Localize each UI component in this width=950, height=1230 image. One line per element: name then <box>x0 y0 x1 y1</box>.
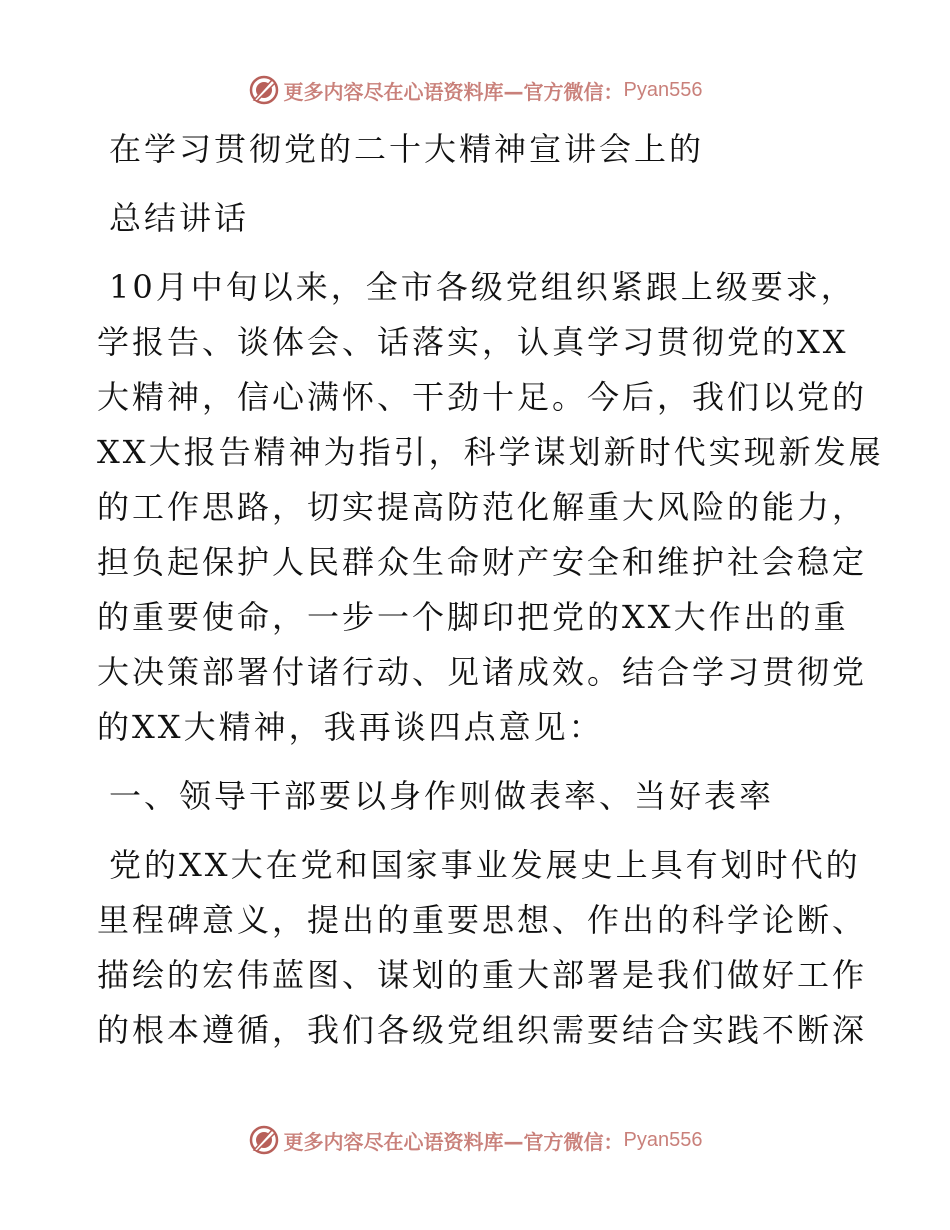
paragraph-1-line: 大决策部署付诸行动、见诸成效。结合学习贯彻党 <box>97 653 868 691</box>
section-1-heading: 一、领导干部要以身作则做表率、当好表率 <box>109 777 775 815</box>
document-title-line-2: 总结讲话 <box>109 199 250 237</box>
paragraph-1-line: XX大报告精神为指引，科学谋划新时代实现新发展 <box>97 433 884 471</box>
watermark-banner-bottom <box>0 1120 950 1160</box>
document-title-line-1: 在学习贯彻党的二十大精神宣讲会上的 <box>109 130 705 168</box>
watermark-id: Pyan556 <box>623 78 703 101</box>
paragraph-2-line: 描绘的宏伟蓝图、谋划的重大部署是我们做好工作 <box>97 956 868 994</box>
paragraph-1-line: 担负起保护人民群众生命财产安全和维护社会稳定 <box>97 543 868 581</box>
paragraph-2-line: 党的XX大在党和国家事业发展史上具有划时代的 <box>109 846 861 884</box>
paragraph-2 <box>97 838 877 1058</box>
watermark-id: Pyan556 <box>623 1128 703 1151</box>
paragraph-1-line: 学报告、谈体会、话落实，认真学习贯彻党的XX <box>97 323 849 361</box>
paragraph-1-line: 的重要使命，一步一个脚印把党的XX大作出的重 <box>97 598 849 636</box>
quill-badge-icon <box>248 1124 280 1156</box>
document-body <box>97 122 884 1058</box>
paragraph-1-line: 的工作思路，切实提高防范化解重大风险的能力， <box>97 488 868 526</box>
paragraph-2-line: 的根本遵循，我们各级党组织需要结合实践不断深 <box>97 1011 868 1049</box>
watermark-banner-top <box>0 70 950 110</box>
paragraph-1-line: 的XX大精神，我再谈四点意见： <box>97 708 604 746</box>
watermark-text: 更多内容尽在心语资料库—官方微信： <box>283 79 624 104</box>
paragraph-1 <box>97 260 884 755</box>
paragraph-1-line: 10月中旬以来，全市各级党组织紧跟上级要求， <box>109 268 856 306</box>
quill-badge-icon <box>248 74 280 106</box>
paragraph-1-line: 大精神，信心满怀、干劲十足。今后，我们以党的 <box>97 378 868 416</box>
watermark-text: 更多内容尽在心语资料库—官方微信： <box>283 1129 624 1154</box>
paragraph-2-line: 里程碑意义，提出的重要思想、作出的科学论断、 <box>97 901 868 939</box>
